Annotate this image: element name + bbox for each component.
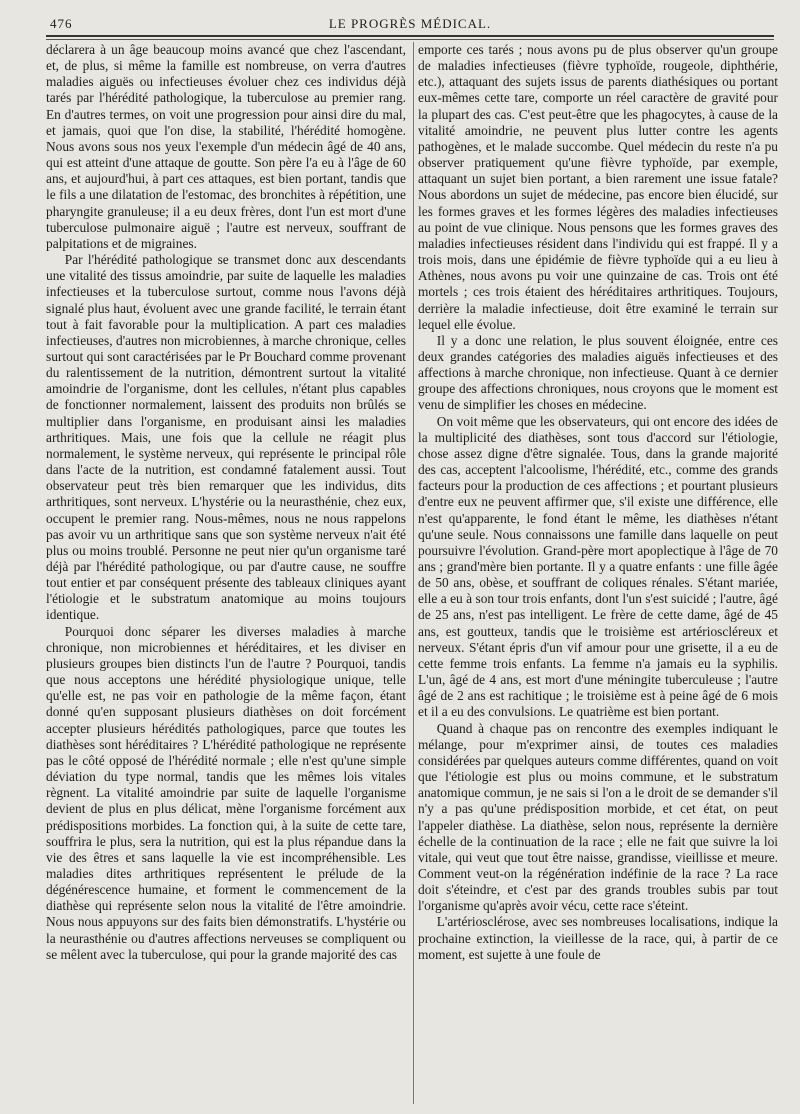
- paragraph: Pourquoi donc séparer les diverses maladies à marche chronique, non microbiennes et héréditaires, et les diviser en plusieurs groupes bien distincts l'un de l'autre ? Pourquoi, tandis que nous acceptons une hérédité physiologique unique, telle qu'elle est, ne pas voir en pathologie de la même façon, étant donné qu'en supposant plusieurs diathèses on doit forcément accepter plusieurs hérédités pathologiques, parce que toutes les diathèses sont héréditaires ? L'hérédité pathologique ne représente pas le côté opposé de l'hérédité normale ; elle n'est qu'une simple déviation du type normal, tandis que les mêmes lois vitales règnent. La vitalité amoindrie par suite de laquelle l'organisme devient de plus en plus délicat, mène l'organisme forcément aux prédispositions morbides. La fonction qui, à la suite de cette tare, souffrira le plus, sera la nutrition, qui est la plus répandue dans la vie des êtres et sans laquelle la vie est incompréhensible. Les maladies dites arthritiques représentent le prélude de la dégénérescence humaine, et forment le commencement de la diathèse qui représente selon nous la vitalité de l'être amoindrie. Nous nous appuyons sur des faits bien démonstratifs. L'hystérie ou la neurasthénie ou d'autres affections nerveuses se compliquent ou se mêlent avec la tuberculose, qui pour la grande majorité des cas: [46, 623, 406, 962]
- paragraph: L'artériosclérose, avec ses nombreuses localisations, indique la prochaine extinction, la vieillesse de la race, qui, à partir de ce moment, est sujette à une foule de: [418, 914, 778, 962]
- page-header: [46, 14, 774, 36]
- paragraph: Il y a donc une relation, le plus souvent éloignée, entre ces deux grandes catégories des maladies aiguës infectieuses et des affections à marche chronique, non infectieuse. Quant à ce dernier groupe des affections chroniques, nous croyons que le moment est venu de simplifier les choses en médecine.: [418, 332, 778, 413]
- page-number: 476: [50, 16, 73, 31]
- paragraph: Quand à chaque pas on rencontre des exemples indiquant le mélange, pour m'exprimer ainsi, de toutes ces maladies considérées par quelques auteurs comme différentes, quand on voit que l'étiologie est plus ou moins commune, et le substratum anatomique commun, je ne sais si l'on a le droit de se demander s'il n'y a pas qu'une prédisposition morbide, et cet état, on peut l'appeler diathèse. La diathèse, selon nous, représente la dernière échelle de la continuation de la race ; elle ne fait que suivre la loi vitale, qui veut que tout être naisse, grandisse, vieillisse et meure. Comment veut-on la régénération indéfinie de la race ? La race doit s'éteindre, et c'est par des grands troubles subis par tout l'organisme qu'après avoir vécu, cette race s'éteint.: [418, 720, 778, 914]
- header-rule: [46, 35, 774, 40]
- left-column: [46, 42, 406, 1104]
- paragraph: On voit même que les observateurs, qui ont encore des idées de la multiplicité des diathèses, sont tous d'accord sur l'étiologie, chose assez digne d'être signalée. Tous, dans la grande majorité des cas, acceptent l'alcoolisme, l'hérédité, etc., comme des grands facteurs pour la production de ces affections ; et pourtant plusieurs d'entre eux ne peuvent affirmer que, s'il existe une différence, elle n'est qu'apparente, le fond étant le même, les diathèses n'étant qu'une seule. Nous connaissons une famille dans laquelle on peut poursuivre l'évolution. Grand-père mort apoplectique à l'âge de 70 ans ; grand'mère bien portante. Il y a quatre enfants : une fille âgée de 50 ans, obèse, et souffrant de coliques rénales. S'étant mariée, elle a eu à son tour trois enfants, dont l'un s'est suicidé ; l'autre, âgé de 25 ans, n'est pas intelligent. Le frère de cette dame, âgé de 45 ans, est goutteux, tandis que le troisième est artérioscléreux et nerveux. S'étant épris d'un vif amour pour une grisette, il a eu de cette femme trois enfants. La femme n'a jamais eu la syphilis. L'un, âgé de 4 ans, est mort d'une méningite tuberculeuse ; l'autre âgé de 2 ans est rachitique ; le troisième est à peine âgé de 6 mois et il a eu des convulsions. Le quatrième est bien portant.: [418, 413, 778, 720]
- paragraph: Par l'hérédité pathologique se transmet donc aux descendants une vitalité des tissus amoindrie, par suite de laquelle les maladies infectieuses et la tuberculose surtout, comme nous l'avons déjà signalé plus haut, évoluent avec une grande facilité, le terrain étant tout à fait favorable pour la multiplication. A part ces maladies infectieuses, d'autres non microbiennes, à marche chronique, celles surtout qui sont caractérisées par le Pr Bouchard comme provenant du ralentissement de la nutrition, démontrent surtout la vitalité amoindrie de l'organisme, dont les cellules, n'étant plus capables de fonctionner normalement, laissent des produits non brûlés se multiplier dans l'organisme, en produisant ainsi les maladies arthritiques. Mais, une fois que la cellule ne réagit plus normalement, le système nerveux, qui représente le principal rôle dans l'acte de la nutrition, est condamné fatalement aussi. Tout observateur peut très bien remarquer que les individus, dits arthritiques, sont nerveux. L'hystérie ou la neurasthénie, chez eux, occupent le premier rang. Nous-mêmes, nous ne nous rappelons pas avoir vu un arthritique sans que son système nerveux n'ait été plus ou moins troublé. Personne ne peut nier qu'un organisme taré déjà par l'hérédité pathologique, ou par d'autre cause, ne souffre tout entier et par conséquent présente des tableaux cliniques ayant l'étiologie et le substratum anatomique au moins toujours identique.: [46, 252, 406, 623]
- paragraph: emporte ces tarés ; nous avons pu de plus observer qu'un groupe de maladies infectieuses (fièvre typhoïde, rougeole, diphthérie, etc.), attaquant des sujets issus de parents diathésiques ou portant eux-mêmes cette tare, comporte un réel caractère de gravité pour la plupart des cas. C'est peut-être que les phagocytes, à cause de la vitalité amoindrie, ne peuvent plus lutter contre les agents pathogènes, et le malade succombe. Quel médecin du reste n'a pu observer pratiquement qu'une fièvre typhoïde, par exemple, attaquant un sujet bien portant, a bien rarement une issue fatale? Nous abordons un sujet de médecine, pas encore bien élucidé, sur les formes graves et les formes légères des maladies infectieuses au point de vue clinique. Nous pensons que les formes graves des maladies infectieuses résident dans l'individu qui est frappé. Il y a trois mois, dans une épidémie de fièvre typhoïde qui a eu lieu à Athènes, nous avons pu voir une quinzaine de cas. Trois ont été mortels ; ces trois étaient des héréditaires arthritiques. Toujours, derrière la maladie infectieuse, doit être examiné le terrain sur lequel elle évolue.: [418, 42, 778, 332]
- journal-title: LE PROGRÈS MÉDICAL.: [328, 16, 492, 31]
- column-divider: [413, 42, 414, 1104]
- paragraph: déclarera à un âge beaucoup moins avancé que chez l'ascendant, et, de plus, si même la famille est nombreuse, on verra d'autres maladies aiguës ou infectieuses évoluer chez ces individus déjà tarés par l'hérédité pathologique, la tuberculose au premier rang. En d'autres termes, on voit une progression pour ainsi dire du mal, et jamais, quoi que l'on dise, la stabilité, l'hérédité homogène. Nous avons sous nos yeux l'exemple d'un médecin âgé de 40 ans, qui est atteint d'une attaque de goutte. Son père l'a eu à l'âge de 60 ans, et aujourd'hui, à part ces attaques, est bien portant, tandis que le fils a une dilatation de l'estomac, des bronchites à répétition, une pharyngite granuleuse; il a eu deux frères, dont l'un est mort d'une tuberculose pulmonaire aiguë ; l'autre est nerveux, souffrant de palpitations et de migraines.: [46, 42, 406, 251]
- right-column: [418, 42, 778, 1104]
